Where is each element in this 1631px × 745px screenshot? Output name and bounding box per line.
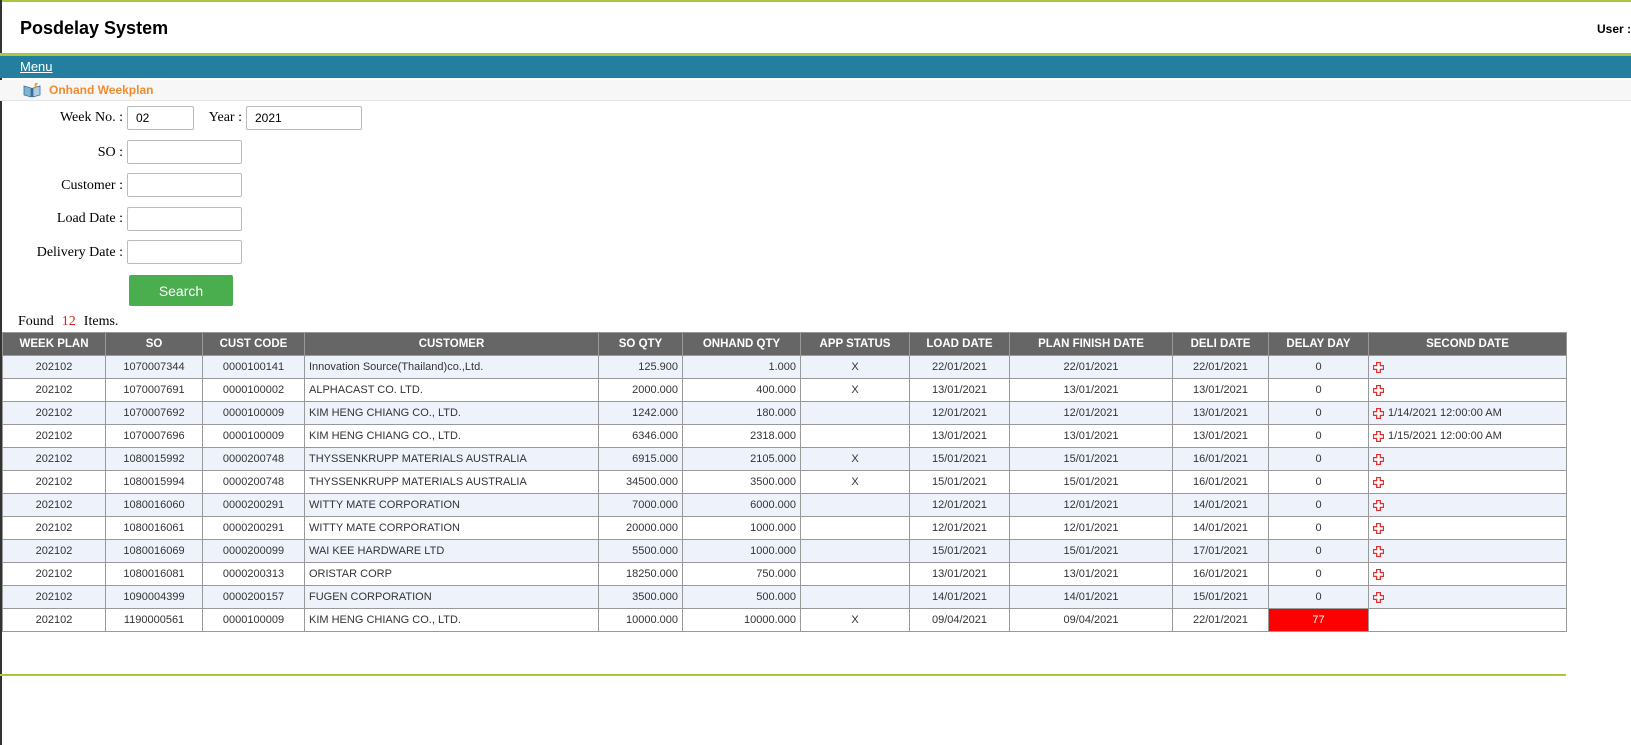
cell-plan-finish-date: 15/01/2021 xyxy=(1010,471,1173,494)
cell-week-plan: 202102 xyxy=(3,494,106,517)
table-row xyxy=(3,540,1567,563)
cell-customer: ALPHACAST CO. LTD. xyxy=(305,379,599,402)
cell-week-plan: 202102 xyxy=(3,448,106,471)
cell-customer: KIM HENG CHIANG CO., LTD. xyxy=(305,402,599,425)
cell-so: 1070007692 xyxy=(106,402,203,425)
cell-app-status xyxy=(801,425,910,448)
cell-cust-code: 0000200313 xyxy=(203,563,305,586)
cell-onhand-qty: 10000.000 xyxy=(683,609,801,632)
user-label: User : xyxy=(1596,22,1631,36)
menu-bar xyxy=(0,56,1631,78)
second-date-text: 1/15/2021 12:00:00 AM xyxy=(1388,430,1502,442)
cell-deli-date: 13/01/2021 xyxy=(1173,425,1269,448)
cell-so-qty: 5500.000 xyxy=(599,540,683,563)
cell-app-status: X xyxy=(801,379,910,402)
cell-deli-date: 15/01/2021 xyxy=(1173,586,1269,609)
week-label: Week No. : xyxy=(59,110,123,125)
cell-delay-day: 0 xyxy=(1269,356,1369,379)
cell-app-status: X xyxy=(801,471,910,494)
cell-onhand-qty: 2318.000 xyxy=(683,425,801,448)
table-row xyxy=(3,609,1567,632)
found-number: 12 xyxy=(61,314,76,329)
cell-so: 1080016081 xyxy=(106,563,203,586)
cell-so-qty: 125.900 xyxy=(599,356,683,379)
cell-delay-day: 0 xyxy=(1269,379,1369,402)
cell-deli-date: 14/01/2021 xyxy=(1173,517,1269,540)
cell-app-status: X xyxy=(801,356,910,379)
cell-so-qty: 6915.000 xyxy=(599,448,683,471)
add-icon[interactable] xyxy=(1373,569,1384,580)
cell-app-status xyxy=(801,586,910,609)
cell-so-qty: 3500.000 xyxy=(599,586,683,609)
cell-app-status xyxy=(801,402,910,425)
load-date-label: Load Date : xyxy=(56,211,123,226)
cell-second-date xyxy=(1369,471,1567,494)
cell-second-date xyxy=(1369,563,1567,586)
found-suffix: Items. xyxy=(83,314,119,329)
delivery-date-input[interactable] xyxy=(127,240,242,264)
week-input[interactable]: 02 xyxy=(127,106,194,130)
table-row xyxy=(3,425,1567,448)
footer-divider xyxy=(0,674,1566,676)
cell-plan-finish-date: 22/01/2021 xyxy=(1010,356,1173,379)
column-header-app-status: APP STATUS xyxy=(801,333,910,356)
column-header-plan-finish-date: PLAN FINISH DATE xyxy=(1010,333,1173,356)
cell-second-date xyxy=(1369,448,1567,471)
cell-second-date xyxy=(1369,402,1567,425)
cell-app-status xyxy=(801,540,910,563)
second-date-text: 1/14/2021 12:00:00 AM xyxy=(1388,407,1502,419)
cell-load-date: 15/01/2021 xyxy=(910,471,1010,494)
cell-so: 1190000561 xyxy=(106,609,203,632)
cell-week-plan: 202102 xyxy=(3,563,106,586)
add-icon[interactable] xyxy=(1373,385,1384,396)
cell-load-date: 15/01/2021 xyxy=(910,540,1010,563)
column-header-week-plan: WEEK PLAN xyxy=(3,333,106,356)
book-icon xyxy=(22,82,42,103)
cell-deli-date: 16/01/2021 xyxy=(1173,471,1269,494)
cell-cust-code: 0000200291 xyxy=(203,494,305,517)
cell-delay-day: 0 xyxy=(1269,563,1369,586)
cell-cust-code: 0000200291 xyxy=(203,517,305,540)
cell-so: 1070007691 xyxy=(106,379,203,402)
table-row xyxy=(3,494,1567,517)
table-header-row xyxy=(3,333,1567,356)
table-row xyxy=(3,586,1567,609)
cell-so-qty: 2000.000 xyxy=(599,379,683,402)
cell-so-qty: 34500.000 xyxy=(599,471,683,494)
cell-onhand-qty: 500.000 xyxy=(683,586,801,609)
cell-second-date xyxy=(1369,586,1567,609)
cell-so: 1070007344 xyxy=(106,356,203,379)
column-header-so-qty: SO QTY xyxy=(599,333,683,356)
column-header-customer: CUSTOMER xyxy=(305,333,599,356)
table-row xyxy=(3,471,1567,494)
cell-so: 1090004399 xyxy=(106,586,203,609)
year-input[interactable]: 2021 xyxy=(246,106,362,130)
cell-week-plan: 202102 xyxy=(3,425,106,448)
column-header-load-date: LOAD DATE xyxy=(910,333,1010,356)
add-icon[interactable] xyxy=(1373,523,1384,534)
cell-plan-finish-date: 15/01/2021 xyxy=(1010,540,1173,563)
column-header-onhand-qty: ONHAND QTY xyxy=(683,333,801,356)
cell-deli-date: 22/01/2021 xyxy=(1173,356,1269,379)
table-row xyxy=(3,379,1567,402)
column-header-cust-code: CUST CODE xyxy=(203,333,305,356)
app-title: Posdelay System xyxy=(20,18,169,38)
cell-onhand-qty: 3500.000 xyxy=(683,471,801,494)
cell-load-date: 12/01/2021 xyxy=(910,402,1010,425)
cell-second-date xyxy=(1369,540,1567,563)
cell-cust-code: 0000100009 xyxy=(203,402,305,425)
cell-plan-finish-date: 12/01/2021 xyxy=(1010,402,1173,425)
cell-so: 1070007696 xyxy=(106,425,203,448)
cell-app-status xyxy=(801,494,910,517)
cell-load-date: 15/01/2021 xyxy=(910,448,1010,471)
cell-delay-day: 0 xyxy=(1269,402,1369,425)
cell-plan-finish-date: 14/01/2021 xyxy=(1010,586,1173,609)
cell-customer: WITTY MATE CORPORATION xyxy=(305,494,599,517)
found-prefix: Found xyxy=(18,314,54,329)
cell-so: 1080015992 xyxy=(106,448,203,471)
cell-cust-code: 0000200748 xyxy=(203,471,305,494)
cell-plan-finish-date: 13/01/2021 xyxy=(1010,563,1173,586)
cell-onhand-qty: 1000.000 xyxy=(683,517,801,540)
cell-second-date xyxy=(1369,379,1567,402)
so-input[interactable] xyxy=(127,140,242,164)
page-header xyxy=(0,80,1631,101)
cell-customer: WAI KEE HARDWARE LTD xyxy=(305,540,599,563)
cell-load-date: 14/01/2021 xyxy=(910,586,1010,609)
cell-so-qty: 18250.000 xyxy=(599,563,683,586)
cell-week-plan: 202102 xyxy=(3,402,106,425)
so-label: SO : xyxy=(97,145,123,160)
cell-second-date xyxy=(1369,609,1567,632)
cell-cust-code: 0000100141 xyxy=(203,356,305,379)
add-icon[interactable] xyxy=(1373,546,1384,557)
cell-so: 1080015994 xyxy=(106,471,203,494)
cell-plan-finish-date: 15/01/2021 xyxy=(1010,448,1173,471)
cell-onhand-qty: 2105.000 xyxy=(683,448,801,471)
cell-cust-code: 0000200157 xyxy=(203,586,305,609)
cell-load-date: 09/04/2021 xyxy=(910,609,1010,632)
add-icon[interactable] xyxy=(1373,454,1384,465)
cell-deli-date: 17/01/2021 xyxy=(1173,540,1269,563)
cell-deli-date: 16/01/2021 xyxy=(1173,563,1269,586)
cell-delay-day: 0 xyxy=(1269,448,1369,471)
table-row xyxy=(3,517,1567,540)
cell-load-date: 13/01/2021 xyxy=(910,425,1010,448)
cell-app-status xyxy=(801,517,910,540)
cell-customer: Innovation Source(Thailand)co.,Ltd. xyxy=(305,356,599,379)
cell-delay-day: 77 xyxy=(1269,609,1369,632)
top-accent-line xyxy=(0,0,1631,2)
column-header-so: SO xyxy=(106,333,203,356)
cell-week-plan: 202102 xyxy=(3,609,106,632)
cell-deli-date: 13/01/2021 xyxy=(1173,402,1269,425)
add-icon[interactable] xyxy=(1373,500,1384,511)
search-button[interactable]: Search xyxy=(129,275,233,306)
cell-load-date: 12/01/2021 xyxy=(910,494,1010,517)
column-header-second-date: SECOND DATE xyxy=(1369,333,1567,356)
column-header-delay-day: DELAY DAY xyxy=(1269,333,1369,356)
delivery-date-label: Delivery Date : xyxy=(36,245,123,260)
cell-onhand-qty: 400.000 xyxy=(683,379,801,402)
cell-deli-date: 13/01/2021 xyxy=(1173,379,1269,402)
cell-cust-code: 0000100002 xyxy=(203,379,305,402)
cell-so-qty: 20000.000 xyxy=(599,517,683,540)
customer-input[interactable] xyxy=(127,173,242,197)
cell-customer: THYSSENKRUPP MATERIALS AUSTRALIA xyxy=(305,471,599,494)
table-row xyxy=(3,402,1567,425)
cell-app-status xyxy=(801,563,910,586)
cell-delay-day: 0 xyxy=(1269,494,1369,517)
cell-so-qty: 10000.000 xyxy=(599,609,683,632)
cell-customer: THYSSENKRUPP MATERIALS AUSTRALIA xyxy=(305,448,599,471)
cell-deli-date: 16/01/2021 xyxy=(1173,448,1269,471)
add-icon[interactable] xyxy=(1373,362,1384,373)
cell-week-plan: 202102 xyxy=(3,379,106,402)
year-label: Year : xyxy=(208,110,242,125)
cell-delay-day: 0 xyxy=(1269,471,1369,494)
cell-week-plan: 202102 xyxy=(3,540,106,563)
cell-delay-day: 0 xyxy=(1269,540,1369,563)
cell-load-date: 13/01/2021 xyxy=(910,563,1010,586)
cell-second-date xyxy=(1369,356,1567,379)
cell-so: 1080016069 xyxy=(106,540,203,563)
cell-week-plan: 202102 xyxy=(3,517,106,540)
cell-second-date xyxy=(1369,517,1567,540)
cell-customer: ORISTAR CORP xyxy=(305,563,599,586)
cell-load-date: 12/01/2021 xyxy=(910,517,1010,540)
cell-customer: FUGEN CORPORATION xyxy=(305,586,599,609)
table-row xyxy=(3,356,1567,379)
cell-load-date: 22/01/2021 xyxy=(910,356,1010,379)
cell-plan-finish-date: 13/01/2021 xyxy=(1010,379,1173,402)
cell-plan-finish-date: 12/01/2021 xyxy=(1010,517,1173,540)
cell-cust-code: 0000100009 xyxy=(203,609,305,632)
cell-so: 1080016061 xyxy=(106,517,203,540)
cell-cust-code: 0000200748 xyxy=(203,448,305,471)
cell-delay-day: 0 xyxy=(1269,517,1369,540)
table-row xyxy=(3,563,1567,586)
cell-customer: WITTY MATE CORPORATION xyxy=(305,517,599,540)
cell-onhand-qty: 750.000 xyxy=(683,563,801,586)
cell-week-plan: 202102 xyxy=(3,471,106,494)
cell-delay-day: 0 xyxy=(1269,586,1369,609)
cell-plan-finish-date: 09/04/2021 xyxy=(1010,609,1173,632)
cell-onhand-qty: 6000.000 xyxy=(683,494,801,517)
cell-second-date xyxy=(1369,494,1567,517)
cell-load-date: 13/01/2021 xyxy=(910,379,1010,402)
cell-plan-finish-date: 12/01/2021 xyxy=(1010,494,1173,517)
cell-week-plan: 202102 xyxy=(3,356,106,379)
cell-customer: KIM HENG CHIANG CO., LTD. xyxy=(305,609,599,632)
cell-onhand-qty: 1000.000 xyxy=(683,540,801,563)
cell-customer: KIM HENG CHIANG CO., LTD. xyxy=(305,425,599,448)
add-icon[interactable] xyxy=(1373,477,1384,488)
menu-link[interactable]: Menu xyxy=(20,59,53,74)
cell-second-date xyxy=(1369,425,1567,448)
cell-cust-code: 0000100009 xyxy=(203,425,305,448)
cell-plan-finish-date: 13/01/2021 xyxy=(1010,425,1173,448)
cell-app-status: X xyxy=(801,609,910,632)
add-icon[interactable] xyxy=(1373,431,1384,442)
add-icon[interactable] xyxy=(1373,592,1384,603)
cell-onhand-qty: 1.000 xyxy=(683,356,801,379)
results-table xyxy=(2,332,1567,632)
cell-app-status: X xyxy=(801,448,910,471)
cell-onhand-qty: 180.000 xyxy=(683,402,801,425)
column-header-deli-date: DELI DATE xyxy=(1173,333,1269,356)
page-title: Onhand Weekplan xyxy=(49,83,154,97)
cell-deli-date: 14/01/2021 xyxy=(1173,494,1269,517)
add-icon[interactable] xyxy=(1373,408,1384,419)
cell-week-plan: 202102 xyxy=(3,586,106,609)
customer-label: Customer : xyxy=(61,178,123,193)
cell-so-qty: 1242.000 xyxy=(599,402,683,425)
cell-so-qty: 6346.000 xyxy=(599,425,683,448)
cell-cust-code: 0000200099 xyxy=(203,540,305,563)
cell-so: 1080016060 xyxy=(106,494,203,517)
table-row xyxy=(3,448,1567,471)
cell-delay-day: 0 xyxy=(1269,425,1369,448)
found-count xyxy=(18,314,118,330)
cell-so-qty: 7000.000 xyxy=(599,494,683,517)
load-date-input[interactable] xyxy=(127,207,242,231)
cell-deli-date: 22/01/2021 xyxy=(1173,609,1269,632)
